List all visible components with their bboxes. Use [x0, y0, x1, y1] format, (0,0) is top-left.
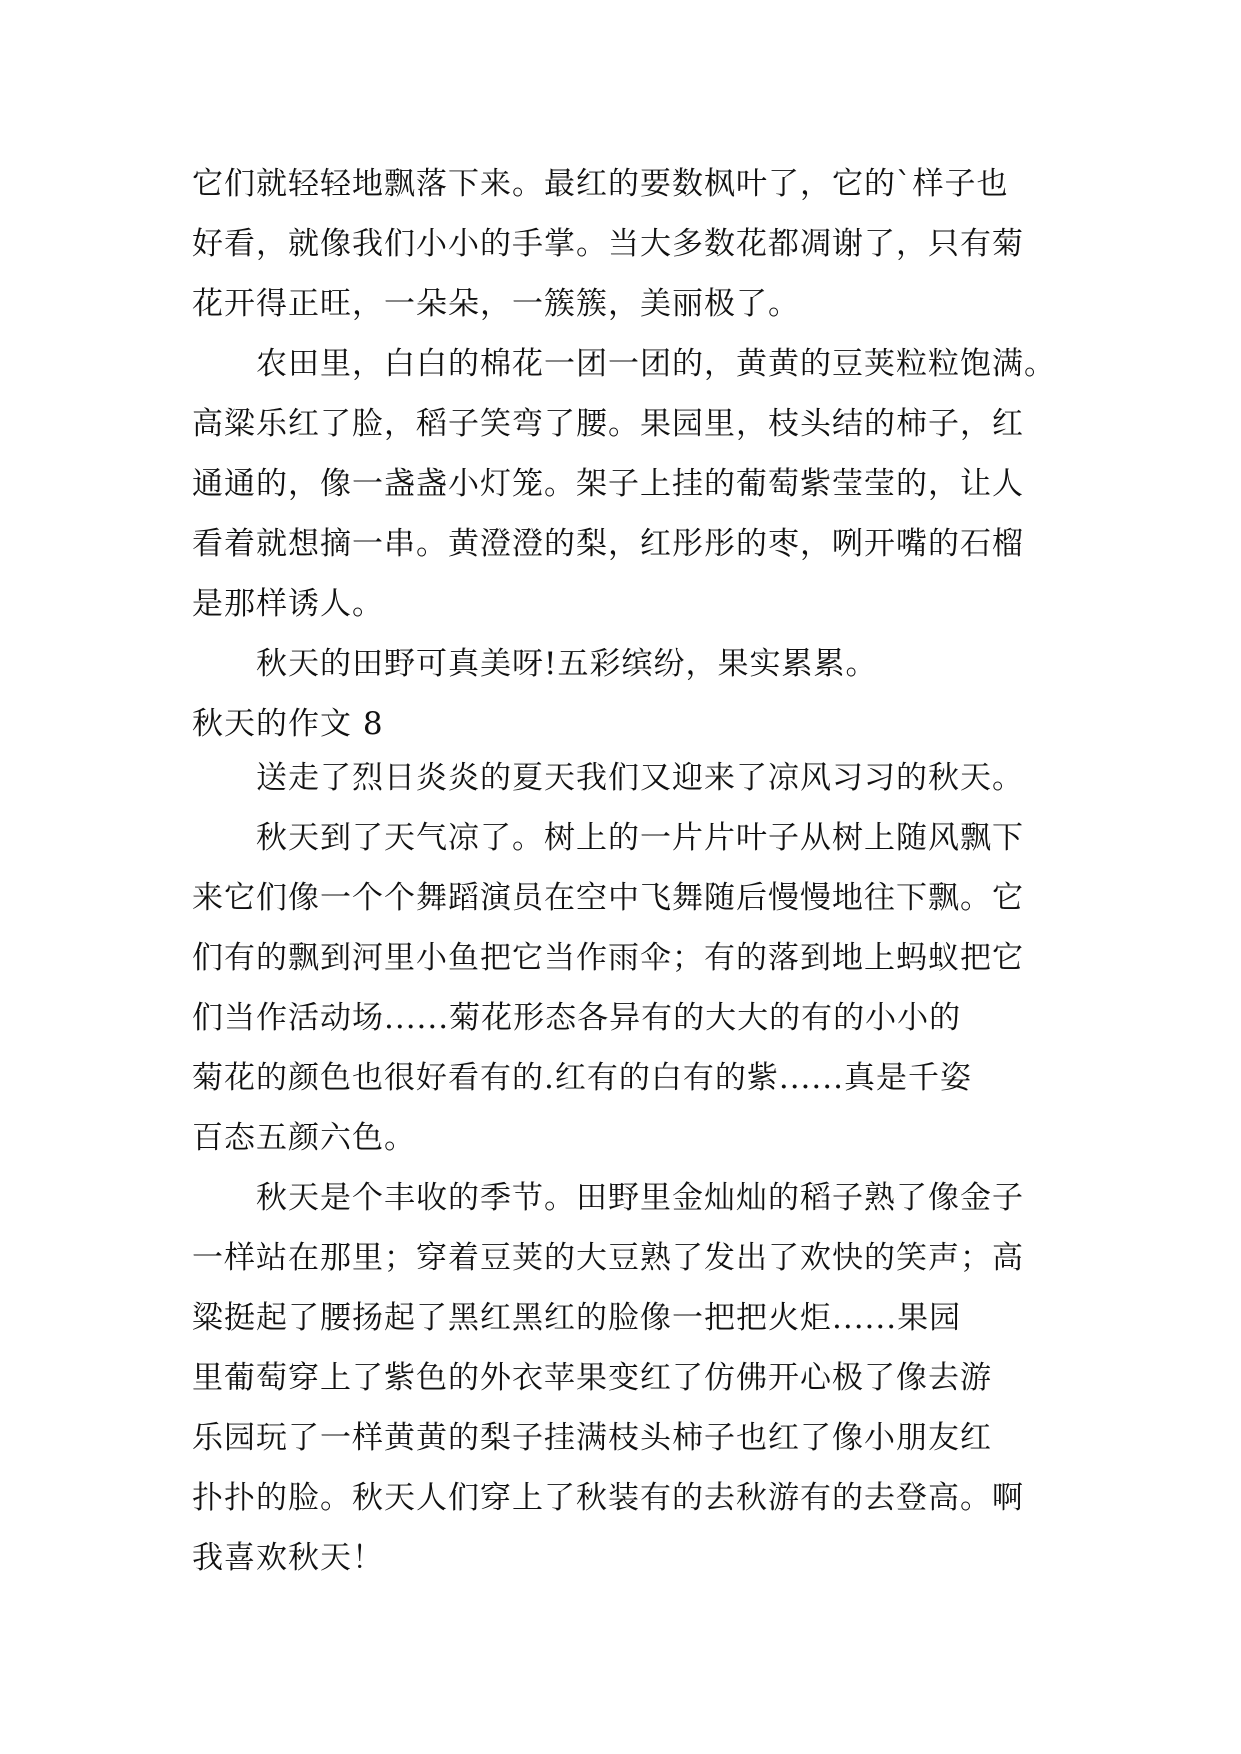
paragraph-line: 花开得正旺，一朵朵，一簇簇，美丽极了。 [192, 286, 800, 322]
paragraph-line: 农田里，白白的棉花一团一团的，黄黄的豆荚粒粒饱满。 [256, 346, 1056, 382]
paragraph-line: 它们就轻轻地飘落下来。最红的要数枫叶了，它的`样子也 [192, 166, 1009, 202]
paragraph-line: 扑扑的脸。秋天人们穿上了秋装有的去秋游有的去登高。啊 [192, 1480, 1024, 1516]
paragraph-line: 秋天的田野可真美呀!五彩缤纷，果实累累。 [256, 646, 878, 682]
paragraph-line: 们有的飘到河里小鱼把它当作雨伞；有的落到地上蚂蚁把它 [192, 940, 1024, 976]
paragraph-line: 来它们像一个个舞蹈演员在空中飞舞随后慢慢地往下飘。它 [192, 880, 1024, 916]
paragraph-line: 好看，就像我们小小的手掌。当大多数花都凋谢了，只有菊 [192, 226, 1024, 262]
paragraph-line: 秋天是个丰收的季节。田野里金灿灿的稻子熟了像金子 [256, 1180, 1024, 1216]
paragraph-line: 里葡萄穿上了紫色的外衣苹果变红了仿佛开心极了像去游 [192, 1360, 992, 1396]
paragraph-line: 秋天到了天气凉了。树上的一片片叶子从树上随风飘下 [256, 820, 1024, 856]
paragraph-line: 是那样诱人。 [192, 586, 384, 622]
paragraph-line: 我喜欢秋天！ [192, 1540, 384, 1576]
paragraph-line: 们当作活动场......菊花形态各异有的大大的有的小小的 [192, 1000, 962, 1036]
paragraph-line: 乐园玩了一样黄黄的梨子挂满枝头柿子也红了像小朋友红 [192, 1420, 992, 1456]
section-heading: 秋天的作文 8 [192, 706, 384, 742]
paragraph-line: 高粱乐红了脸，稻子笑弯了腰。果园里，枝头结的柿子，红 [192, 406, 1024, 442]
paragraph-line: 菊花的颜色也很好看有的.红有的白有的紫......真是千姿 [192, 1060, 972, 1096]
paragraph-line: 送走了烈日炎炎的夏天我们又迎来了凉风习习的秋天。 [256, 760, 1024, 796]
paragraph-line: 一样站在那里；穿着豆荚的大豆熟了发出了欢快的笑声；高 [192, 1240, 1024, 1276]
paragraph-line: 百态五颜六色。 [192, 1120, 416, 1156]
paragraph-line: 粱挺起了腰扬起了黑红黑红的脸像一把把火炬......果园 [192, 1300, 962, 1336]
paragraph-line: 看着就想摘一串。黄澄澄的梨，红彤彤的枣，咧开嘴的石榴 [192, 526, 1024, 562]
paragraph-line: 通通的，像一盏盏小灯笼。架子上挂的葡萄紫莹莹的，让人 [192, 466, 1024, 502]
